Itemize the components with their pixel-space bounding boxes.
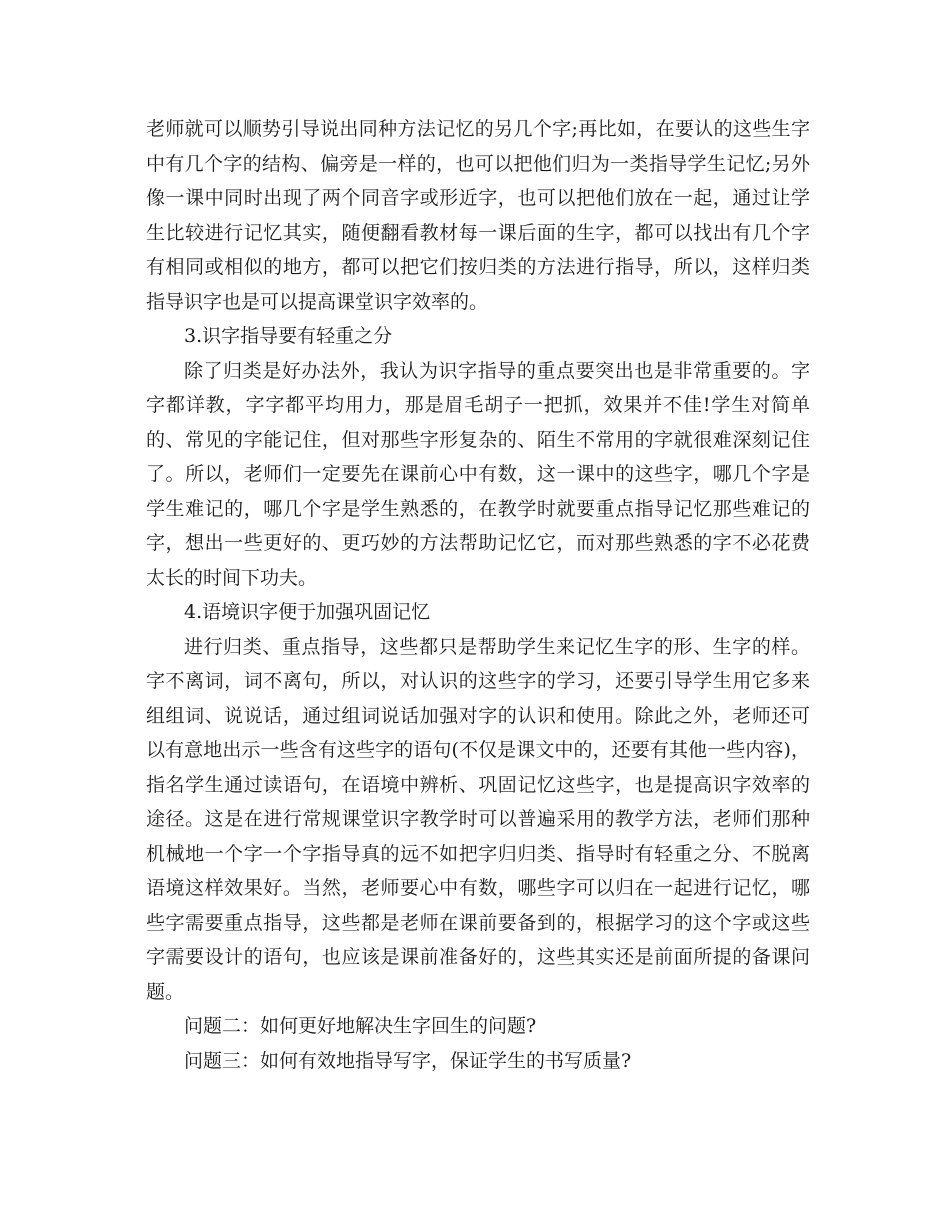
paragraph-continued: 老师就可以顺势引导说出同种方法记忆的另几个字;再比如，在要认的这些生字中有几个字的结构、偏旁是一样的，也可以把他们归为一类指导学生记忆;另外像一课中同时出现了两个同音字或形近字，也可以把他们放在一起，通过让学生比较进行记忆其实，随便翻看教材每一课后面的生字，都可以找出有几个字有相同或相似的地方，都可以把它们按归类的方法进行指导，所以，这样归类指导识字也是可以提高课堂识字效率的。 — [146, 118, 810, 313]
question-heading-3: 问题三：如何有效地指导写字，保证学生的书写质量? — [184, 1049, 632, 1072]
section-heading-4: 4.语境识字便于加强巩固记忆 — [184, 601, 431, 623]
document-body — [146, 112, 810, 1078]
question-heading-2: 问题二：如何更好地解决生字回生的问题? — [184, 1015, 537, 1037]
paragraph: 进行归类、重点指导，这些都只是帮助学生来记忆生字的形、生字的样。字不离词，词不离句，所以，对认识的这些字的学习，还要引导学生用它多来组组词、说说话，通过组词说话加强对字的认识和使用。除此之外，老师还可以有意地出示一些含有这些字的语句(不仅是课文中的，还要有其他一些内容)，指名学生通过读语句，在语境中辨析、巩固记忆这些字，也是提高识字效率的途径。这是在进行常规课堂识字教学时可以普遍采用的教学方法，老师们那种机械地一个字一个字指导真的远不如把字归归类、指导时有轻重之分、不脱离语境这样效果好。当然，老师要心中有数，哪些字可以归在一起进行记忆，哪些字需要重点指导，这些都是老师在课前要备到的，根据学习的这个字或这些字需要设计的语句，也应该是课前准备好的，这些其实还是前面所提的备课问题。 — [146, 635, 810, 1003]
section-heading-3: 3.识字指导要有轻重之分 — [184, 325, 393, 347]
paragraph: 除了归类是好办法外，我认为识字指导的重点要突出也是非常重要的。字字都详教，字字都平均用力，那是眉毛胡子一把抓，效果并不佳!学生对简单的、常见的字能记住，但对那些字形复杂的、陌生不常用的字就很难深刻记住了。所以，老师们一定要先在课前心中有数，这一课中的这些字，哪几个字是学生难记的，哪几个字是学生熟悉的，在教学时就要重点指导记忆那些难记的字，想出一些更好的、更巧妙的方法帮助记忆它，而对那些熟悉的字不必花费太长的时间下功夫。 — [146, 359, 810, 589]
